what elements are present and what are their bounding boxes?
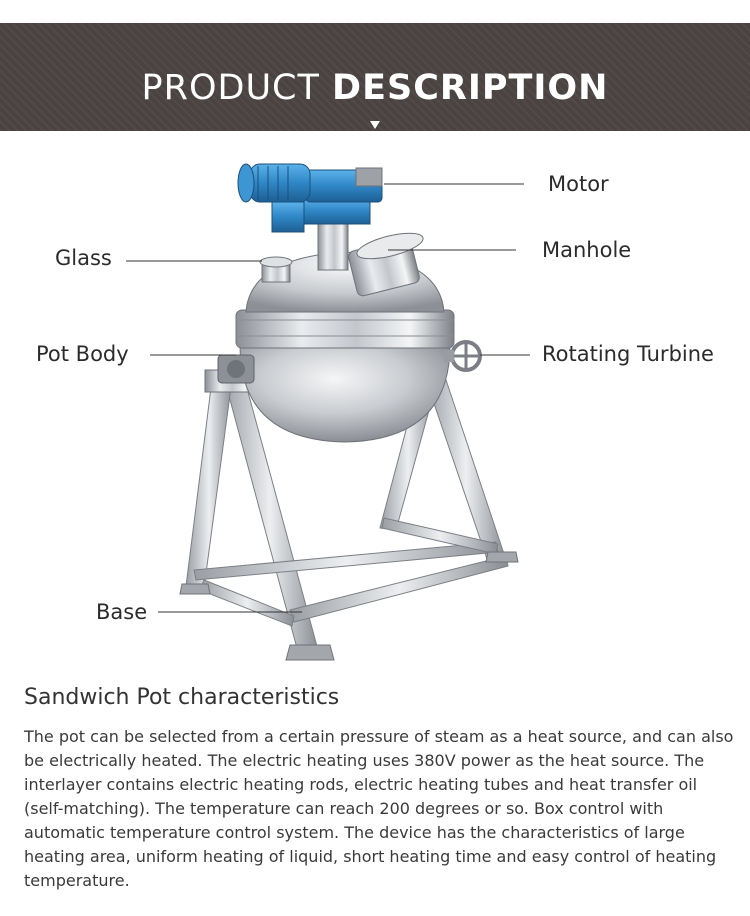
label-glass: Glass [55,246,112,270]
header-banner [0,23,750,131]
sight-glass [260,257,292,282]
label-motor: Motor [548,172,609,196]
title-bold-word: DESCRIPTION [332,68,609,108]
section-title: Sandwich Pot characteristics [24,685,340,710]
motor-assembly [238,164,382,232]
page-title [0,68,750,108]
title-light-word: PRODUCT [141,68,320,108]
label-manhole: Manhole [542,238,632,262]
section-body: The pot can be selected from a certain pressure of steam as a heat source, and can also be electrically heated. The electric heating uses 380V power as the heat source. The interlayer contains electric heating rods, electric heating tubes and heat transfer oil (self-matching). The temperature can reach 200 degrees or so. Box control with automatic temperature control system. The device has the characteristics of large heating area, uniform heating of liquid, short heating time and easy control of heating temperature. [24,727,734,890]
label-rotating-turbine: Rotating Turbine [542,342,714,366]
tilt-gearbox [218,355,254,383]
label-pot-body: Pot Body [36,342,129,366]
agitator-shaft [318,220,348,270]
down-arrow-icon [370,121,380,129]
label-base: Base [96,600,148,624]
machine-illustration [0,140,750,670]
